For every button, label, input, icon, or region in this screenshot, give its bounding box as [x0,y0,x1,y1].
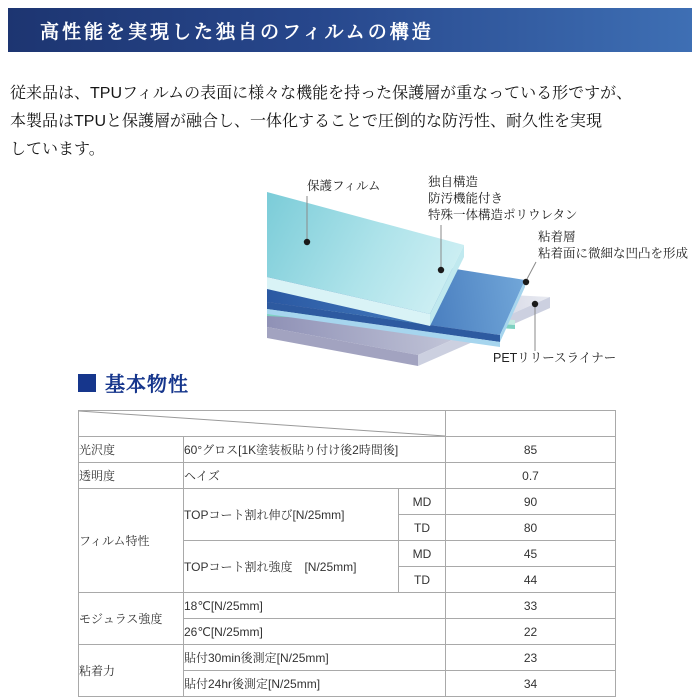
cell-md-label-elongation: MD [399,489,446,515]
film-structure-diagram [200,165,700,370]
cell-category-transparency: 透明度 [79,463,184,489]
film-structure-svg [200,165,700,370]
dot-protective-film [304,239,310,245]
cell-item-gloss: 60°グロス[1K塗装板貼り付け後2時間後] [184,437,446,463]
cell-item-modulus-18: 18℃[N/25mm] [184,593,446,619]
table-row [79,463,616,489]
label-adhesive-line2: 粘着面に微細な凹凸を形成 [538,246,689,261]
dot-structure [438,267,444,273]
diagonal-line [79,411,445,436]
cell-category-film: フィルム特性 [79,489,184,593]
cell-td-label-elongation: TD [399,515,446,541]
intro-line-2: 本製品はTPUと保護層が融合し、一体化することで圧倒的な防汚性、耐久性を実現 [10,113,603,130]
cell-md-label-strength: MD [399,541,446,567]
cell-value-elongation-md: 90 [446,489,616,515]
page-title: 高性能を実現した独自のフィルムの構造 [40,21,434,43]
section-title: 基本物性 [105,374,189,396]
label-structure-line1: 独自構造 [428,175,479,189]
spec-table [78,410,616,697]
cell-category-modulus: モジュラス強度 [79,593,184,645]
cell-td-label-strength: TD [399,567,446,593]
cell-value-adhesion-30min: 23 [446,645,616,671]
cell-value-modulus-18: 33 [446,593,616,619]
leader-line-adhesive [527,262,536,279]
cell-item-strength: TOPコート割れ強度 [N/25mm] [184,541,399,593]
cell-item-modulus-26: 26℃[N/25mm] [184,619,446,645]
cell-item-transparency: ヘイズ [184,463,446,489]
diagonal-header-cell [79,411,446,437]
cell-item-adhesion-24hr: 貼付24hr後測定[N/25mm] [184,671,446,697]
dot-adhesive [523,279,529,285]
cell-value-strength-md: 45 [446,541,616,567]
cell-value-transparency: 0.7 [446,463,616,489]
label-adhesive-line1: 粘着層 [538,230,576,244]
cell-category-gloss: 光沢度 [79,437,184,463]
label-structure-line2: 防汚機能付き [428,191,504,206]
label-structure-line3: 特殊一体構造ポリウレタン [428,208,578,222]
table-row [79,437,616,463]
section-heading [78,368,189,397]
table-header-row [79,411,616,437]
intro-line-3: しています。 [10,141,105,158]
intro-paragraph [10,80,692,164]
cell-value-gloss: 85 [446,437,616,463]
table-row [79,645,616,671]
title-bar [8,8,692,52]
product-column-header: ECHELON Headlight PPF [446,411,616,437]
label-pet-liner: PETリリースライナー [493,351,617,365]
cell-value-elongation-td: 80 [446,515,616,541]
cell-item-elongation: TOPコート割れ伸び[N/25mm] [184,489,399,541]
cell-value-adhesion-24hr: 34 [446,671,616,697]
section-bullet-square [78,374,96,392]
cell-value-strength-td: 44 [446,567,616,593]
cell-item-adhesion-30min: 貼付30min後測定[N/25mm] [184,645,446,671]
cell-category-adhesion: 粘着力 [79,645,184,697]
dot-pet-liner [532,301,538,307]
intro-line-1: 従来品は、TPUフィルムの表面に様々な機能を持った保護層が重なっている形ですが、 [10,85,633,102]
label-protective-film: 保護フィルム [307,179,381,193]
cell-value-modulus-26: 22 [446,619,616,645]
table-row [79,489,616,515]
table-row [79,593,616,619]
